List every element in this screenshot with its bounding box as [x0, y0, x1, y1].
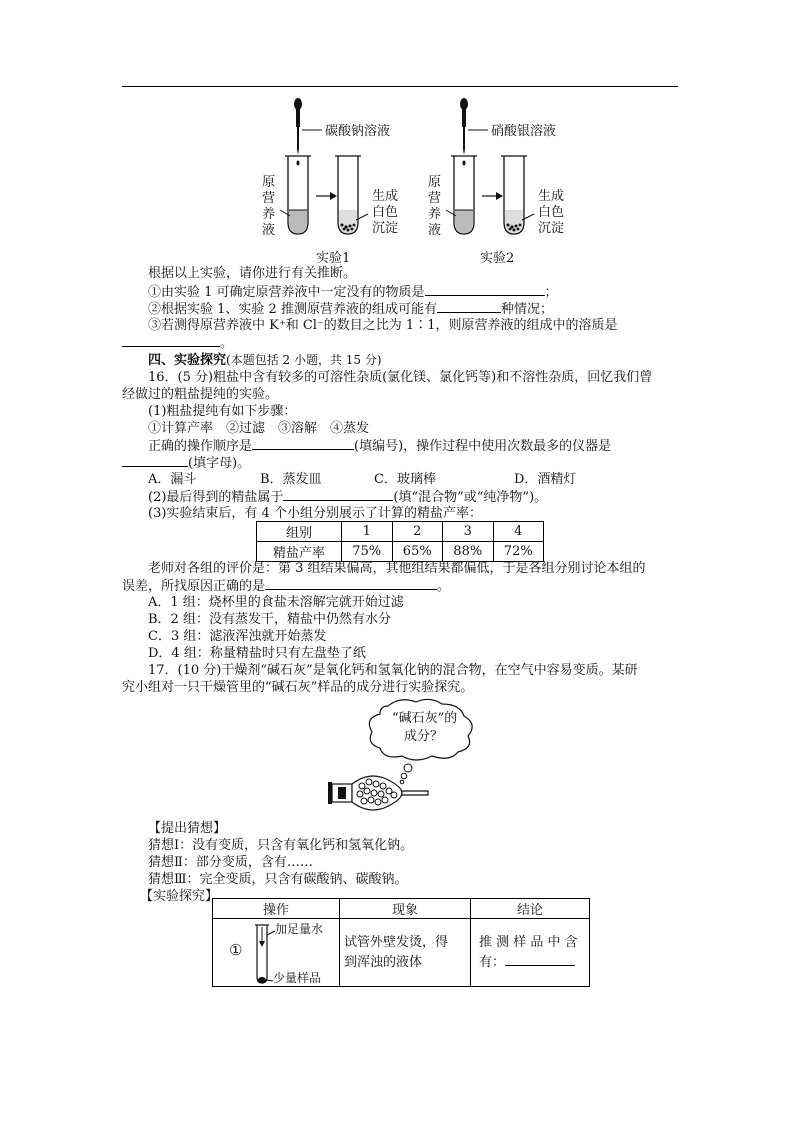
test-tube-icon [451, 156, 477, 234]
col-header-phenomenon: 现象 [340, 899, 471, 919]
row-number: ① [229, 941, 243, 959]
q16-part3: (3)实验结束后，有 4 个小组分别展示了计算的精盐产率： [148, 506, 482, 521]
experiment-table [212, 898, 590, 987]
option-d: D．酒精灯 [514, 472, 577, 487]
bubble-text-1: “碱石灰”的 [392, 711, 458, 726]
exp1-result-label-1: 生成 [372, 189, 399, 204]
test-tube-icon [285, 156, 311, 234]
bubble-text-2: 成分？ [404, 729, 444, 744]
hypothesis-title: 【提出猜想】 [148, 821, 227, 836]
q15-item3: ③若测得原营养液中 K⁺和 Cl⁻的数目之比为 1∶1，则原营养液的组成中的溶质是 [148, 318, 618, 333]
exp1-reagent-label: 碳酸钠溶液 [325, 124, 391, 139]
table-cell: 72% [493, 542, 544, 562]
table-cell: 88% [443, 542, 494, 562]
operation-cell [213, 919, 340, 987]
table-cell: 精盐产率 [257, 542, 342, 562]
phenomenon-cell [340, 919, 471, 987]
water-label: 加足量水 [275, 922, 324, 936]
q15-item2: ②根据实验 1、实验 2 推测原营养液的组成可能有 种情况； [148, 302, 553, 317]
hypothesis-2: 猜想Ⅱ：部分变质，含有…… [148, 855, 313, 870]
exp1-left-label-3: 养 [262, 207, 276, 222]
q16-order-2: (填字母)。 [122, 454, 250, 472]
table-cell: 75% [342, 542, 393, 562]
q15-intro: 根据以上实验，请你进行有关推断。 [148, 266, 357, 281]
table-header-cell: 4 [493, 522, 544, 542]
choice-c: C．3 组：滤液浑浊就开始蒸发 [148, 629, 327, 644]
drying-tube-icon [328, 776, 428, 810]
q16-blank-instrument[interactable] [122, 454, 188, 467]
q16-stem: 16．(5 分)粗盐中含有较多的可溶性杂质(氯化镁、氯化钙等)和不溶性杂质，回忆我们曾 [148, 370, 653, 385]
experiment-title: 【实验探究】 [140, 889, 219, 904]
q15-blank3[interactable] [122, 334, 220, 347]
option-a: A．漏斗 [148, 472, 197, 487]
yield-table [256, 521, 544, 562]
exp2-caption: 实验2 [480, 251, 515, 266]
drying-tube-figure [318, 696, 498, 812]
q16-blank-salt[interactable] [283, 488, 393, 501]
section4-heading: 四、实验探究(本题包括 2 小题，共 15 分) [148, 353, 382, 368]
exp2-result-label-2: 白色 [538, 205, 565, 220]
q17-stem: 17．(10 分)干燥剂“碱石灰”是氧化钙和氢氧化钠的混合物，在空气中容易变质。某研 [148, 663, 638, 678]
choice-a: A．1 组：烧杯里的食盐未溶解完就开始过滤 [148, 595, 404, 610]
table-cell: 65% [392, 542, 443, 562]
exp2-left-label-2: 营 [428, 191, 442, 206]
conclusion-line-2: 有： [479, 954, 506, 970]
conclusion-line-1: 推 测 样 品 中 含 [479, 934, 578, 950]
test-tube-icon [335, 156, 361, 234]
sample-label: 少量样品 [273, 971, 322, 985]
col-header-conclusion: 结论 [471, 899, 590, 919]
q16-steps: ①计算产率 ②过滤 ③溶解 ④蒸发 [148, 421, 370, 436]
exp1-result-label-2: 白色 [372, 205, 399, 220]
exp1-left-label-4: 液 [262, 223, 276, 238]
phenomenon-line-2: 到浑浊的液体 [344, 954, 423, 970]
q16-blank-order[interactable] [252, 437, 354, 450]
test-tube-icon [501, 156, 527, 234]
exp2-left-label-3: 养 [428, 207, 442, 222]
table-header-cell: 3 [443, 522, 494, 542]
exp1-left-label-2: 营 [262, 191, 276, 206]
exp1-result-label-3: 沉淀 [372, 221, 399, 236]
q15-item3-blank-line: 。 [122, 334, 233, 352]
exp1-left-label-1: 原 [262, 175, 276, 190]
hypothesis-3: 猜想Ⅲ：完全变质，只含有碳酸钠、碳酸钠。 [148, 872, 408, 887]
q16-part2: (2)最后得到的精盐属于 (填“混合物”或“纯净物”)。 [148, 490, 548, 505]
header-rule [122, 86, 678, 87]
option-b: B．蒸发皿 [260, 472, 322, 487]
conclusion-cell [471, 919, 590, 987]
option-c: C．玻璃棒 [374, 472, 436, 487]
hypothesis-1: 猜想Ⅰ：没有变质，只含有氧化钙和氢氧化钠。 [148, 838, 414, 853]
q17-stem-2: 究小组对一只干燥管里的“碱石灰”样品的成分进行实验探究。 [122, 680, 474, 695]
table-header-cell: 2 [392, 522, 443, 542]
choice-d: D．4 组：称量精盐时只有左盘垫了纸 [148, 646, 366, 661]
q16-blank-reason[interactable] [265, 577, 437, 590]
exp1-caption: 实验1 [316, 251, 351, 266]
table-header-cell: 1 [342, 522, 393, 542]
exp2-reagent-label: 硝酸银溶液 [491, 124, 557, 139]
exp2-result-label-1: 生成 [538, 189, 565, 204]
choice-b: B．2 组：没有蒸发干，精盐中仍然有水分 [148, 612, 391, 627]
q15-blank2[interactable] [437, 300, 501, 313]
q16-part1: (1)粗盐提纯有如下步骤： [148, 404, 297, 419]
exp2-left-label-1: 原 [428, 175, 442, 190]
col-header-operation: 操作 [213, 899, 340, 919]
q16-eval-2: 误差，所找原因正确的是 。 [122, 579, 451, 594]
q15-item1: ①由实验 1 可确定原营养液中一定没有的物质是 ； [148, 285, 558, 300]
q16-eval: 老师对各组的评价是：第 3 组结果偏高，其他组结果都偏低，于是各组分别讨论本组的 [148, 561, 646, 576]
q16-options [148, 471, 577, 488]
exp2-result-label-3: 沉淀 [538, 221, 565, 236]
phenomenon-line-1: 试管外壁发烫，得 [344, 934, 449, 950]
conclusion-blank[interactable] [505, 953, 575, 966]
exp2-left-label-4: 液 [428, 223, 442, 238]
q16-order: 正确的操作顺序是 (填编号)，操作过程中使用次数最多的仪器是 [148, 439, 612, 454]
q16-stem-2: 经做过的粗盐提纯的实验。 [122, 387, 279, 402]
q15-blank1[interactable] [425, 283, 545, 296]
experiment-figure [250, 92, 580, 268]
table-header-cell: 组别 [257, 522, 342, 542]
